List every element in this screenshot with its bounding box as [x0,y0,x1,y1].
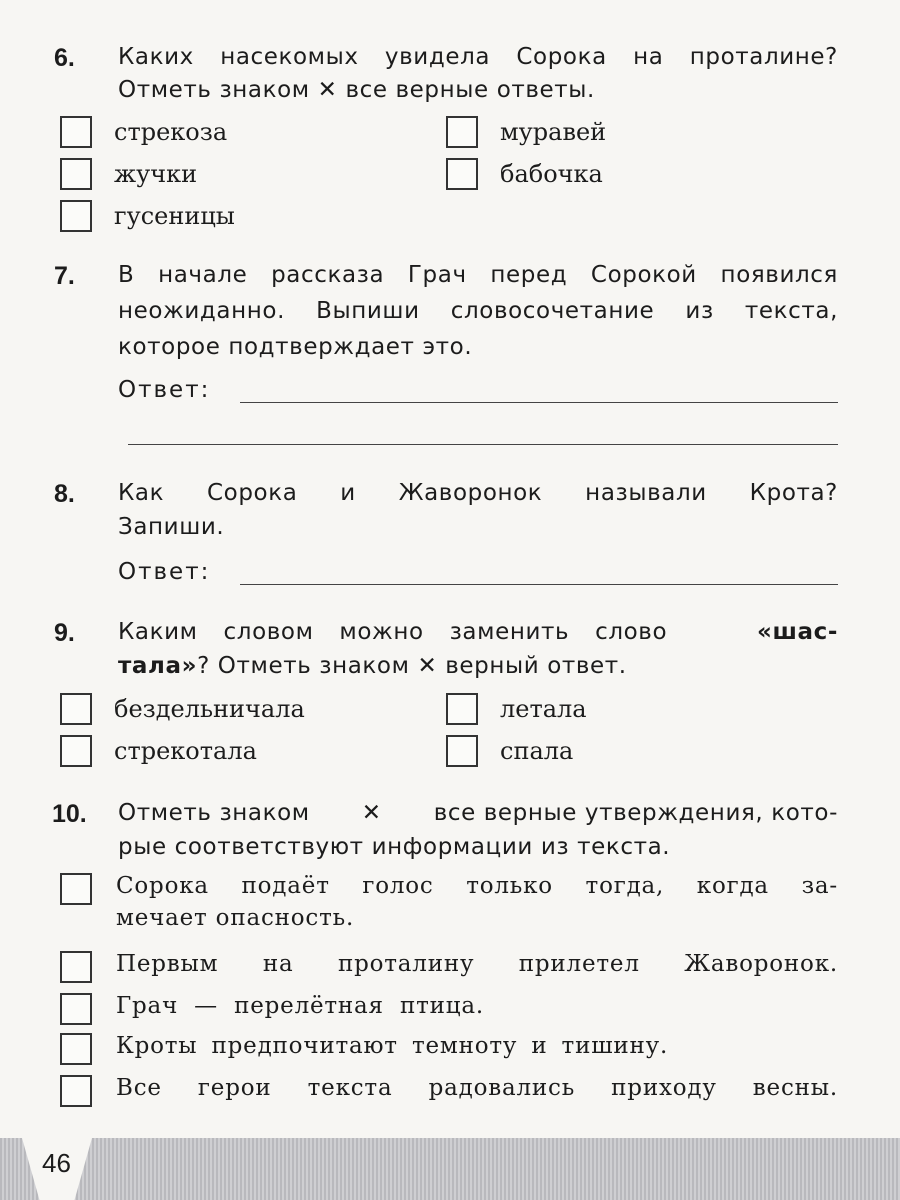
question-text: все верные утверждения, кото- [433,800,838,826]
question-6-number: 6. [54,44,75,72]
instruction-text: все верные ответы. [345,77,595,103]
option-babochka[interactable] [446,158,603,190]
option-label: стрекотала [114,737,257,765]
statement-3[interactable] [60,993,838,1025]
statement-text: Все герои текста радовались приходу весны. [116,1075,838,1101]
question-7-line: В начале рассказа Грач перед Сорокой появился [118,262,838,288]
answer-label: Ответ: [118,377,211,403]
option-label: спала [500,737,574,765]
target-word: тала» [118,653,198,679]
question-8-line: Запиши. [118,514,225,540]
option-strekoza[interactable] [60,116,227,148]
x-mark-icon: ✕ [417,653,438,679]
checkbox[interactable] [60,873,92,905]
option-label: гусеницы [114,202,235,230]
option-label: стрекоза [114,118,228,146]
statement-text: Грач — перелётная птица. [116,993,484,1019]
question-9-number: 9. [54,619,75,647]
option-spala[interactable] [446,735,573,767]
option-label: бездельничала [114,695,305,723]
question-10-number: 10. [52,800,87,828]
option-strekotala[interactable] [60,735,257,767]
question-10-line [118,800,838,826]
page-number: 46 [42,1148,71,1178]
question-10-line: рые соответствуют информации из текста. [118,834,671,860]
checkbox[interactable] [446,693,478,725]
checkbox[interactable] [446,158,478,190]
statement-text: Сорока подаёт голос только тогда, когда за- [116,873,838,899]
statement-5[interactable] [60,1075,838,1107]
question-9-line [118,619,838,645]
question-6-text: Каких насекомых увидела Сорока на проталине? [118,44,838,70]
checkbox[interactable] [60,200,92,232]
x-mark-icon: ✕ [361,800,382,826]
question-text: ? Отметь знаком [197,653,410,679]
statement-1[interactable] [60,873,838,931]
checkbox[interactable] [60,1075,92,1107]
statement-2[interactable] [60,951,838,983]
question-7-line: которое подтверждает это. [118,334,473,360]
option-zhuchki[interactable] [60,158,197,190]
question-text: Отметь знаком [118,800,310,826]
question-7-number: 7. [54,262,75,290]
checkbox[interactable] [60,951,92,983]
statement-text: мечает опасность. [116,905,355,931]
question-7-line: неожиданно. Выпиши словосочетание из текста, [118,298,838,324]
statement-text: Первым на проталину прилетел Жаворонок. [116,951,838,977]
checkbox[interactable] [60,993,92,1025]
checkbox[interactable] [60,116,92,148]
option-label: муравей [500,118,607,146]
checkbox[interactable] [60,1033,92,1065]
checkbox[interactable] [60,735,92,767]
answer-line[interactable] [240,584,838,585]
option-gusenitsy[interactable] [60,200,235,232]
answer-line[interactable] [240,402,838,403]
target-word: «шас- [757,619,838,645]
checkbox[interactable] [60,158,92,190]
checkbox[interactable] [446,735,478,767]
question-text: Каким словом можно заменить слово [118,619,668,645]
option-muravei[interactable] [446,116,606,148]
footer-band [0,1138,900,1200]
checkbox[interactable] [60,693,92,725]
statement-text: Кроты предпочитают темноту и тишину. [116,1033,669,1059]
statement-4[interactable] [60,1033,838,1065]
option-label: летала [500,695,587,723]
option-bezdelnichala[interactable] [60,693,305,725]
question-8-line: Как Сорока и Жаворонок называли Крота? [118,480,838,506]
question-6-instruction [118,77,838,103]
x-mark-icon: ✕ [317,77,338,103]
option-letala[interactable] [446,693,587,725]
option-label: бабочка [500,160,603,188]
answer-line[interactable] [128,444,838,445]
question-8-number: 8. [54,480,75,508]
option-label: жучки [114,160,198,188]
question-text: верный ответ. [445,653,627,679]
checkbox[interactable] [446,116,478,148]
question-9-line [118,653,838,679]
answer-label: Ответ: [118,559,211,585]
instruction-text: Отметь знаком [118,77,310,103]
